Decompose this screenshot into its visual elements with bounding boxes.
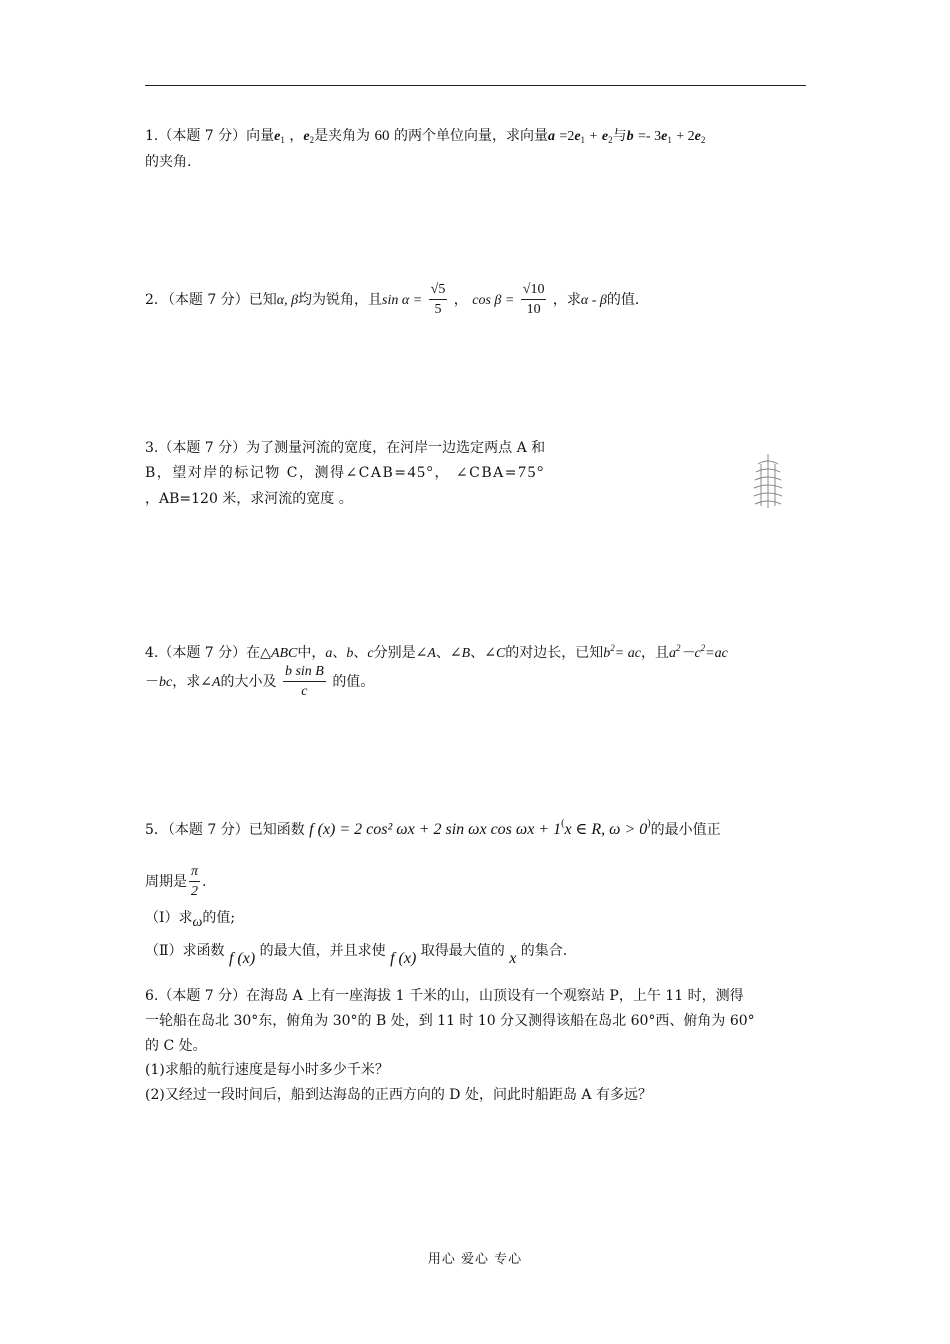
pi-over-2-fraction: $\frac{\pi}{2}$ (191, 863, 199, 899)
question-6-sub2: (2)又经过一段时间后，船到达海岛的正西方向的 D 处，问此时船距岛 A 有多远？ (145, 1087, 652, 1103)
question-6-line2: 一轮船在岛北 30°东，俯角为 30°的 B 处，到 11 时 10 分又测得该船在岛北 60°西、俯角为 60° (145, 1013, 755, 1029)
bsinB-over-c-fraction: $\frac{\text{b sin B}}{c}$ (284, 663, 324, 699)
header-rule (145, 85, 806, 86)
question-4-line2: －bc，求∠A的大小及 $\frac{\text{b sin B}}{c}$ 的值。 (145, 662, 815, 703)
question-6-line1: 6.（本题 7 分）在海岛 A 上有一座海拔 1 千米的山，山顶设有一个观察站 P，上午 11 时，测得 (145, 988, 744, 1004)
question-3-line2: B，望对岸的标记物 C，测得∠CAB=45°， ∠CBA=75° (145, 464, 545, 481)
question-5-line2: 周期是 $\frac{\pi}{2}$ . (145, 862, 815, 902)
question-6-line3: 的 C 处。 (145, 1038, 207, 1054)
question-5-part2: （Ⅱ）求函数 f (x) 的最大值，并且求使 f (x) 取得最大值的 x 的集合. (145, 943, 568, 967)
question-1-line2: 的夹角. (145, 154, 192, 170)
question-3-line3: ，AB=120 米，求河流的宽度 。 (145, 491, 353, 507)
question-5-line1: 5．（本题 7 分）已知函数 f (x) = 2 cos² ωx + 2 sin ωx cos ωx + 1(x ∈ R, ω > 0)的最小值正 (145, 818, 721, 838)
question-4-line1: 4.（本题 7 分）在△ABC中，a、b、c分别是∠A、∠B、∠C的对边长，已知$b^2=$ ac，且$a^2-c^2=ac$ (145, 643, 728, 661)
question-2: 2．（本题 7 分）已知α, β均为锐角，且sin α = $\frac{√5}{5}$ ， cos β = $\frac{√10}{10}$ ，求α - β的值. (145, 280, 815, 321)
question-1: 1.（本题 7 分）向量$e_1$ ，$e_2$是夹角为 60 的两个单位向量，求向量$a =2e_1 + e_2$与$b =- 3e_1 + 2e_2$ (145, 128, 706, 145)
page-footer: 用心 爱心 专心 (427, 1252, 523, 1267)
question-6-sub1: (1)求船的航行速度是每小时多少千米？ (145, 1062, 389, 1078)
sqrt5-over-5-fraction: $\frac{√5}{5}$ (430, 281, 446, 317)
pagoda-figure (748, 452, 788, 510)
question-5-part1: （Ⅰ）求ω的值; (145, 910, 236, 930)
sqrt10-over-10-fraction: $\frac{√10}{10}$ (522, 281, 545, 317)
question-3-line1: 3.（本题 7 分）为了测量河流的宽度，在河岸一边选定两点 A 和 (145, 440, 546, 456)
